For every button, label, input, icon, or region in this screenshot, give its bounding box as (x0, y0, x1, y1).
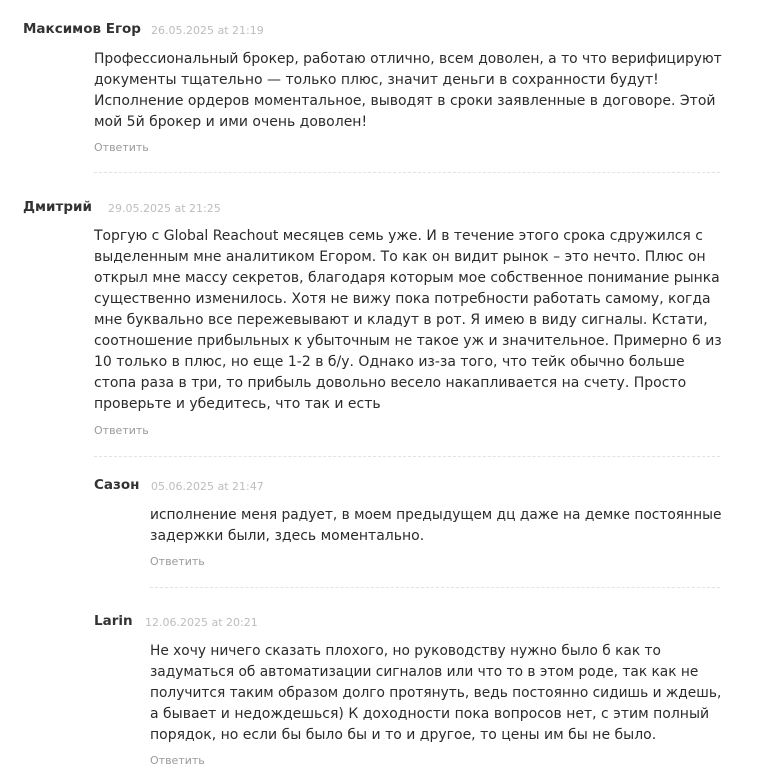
comment-text-line: а бывает и недождешься) К доходности пока вопросов нет, с этим полный (150, 706, 710, 722)
comment-text-line: мой 5й брокер и ими очень доволен! (94, 114, 368, 130)
reply-button[interactable]: Ответить (94, 141, 149, 154)
comment-text-line: порядок, но если бы было бы и то и другое, то цены им бы не было. (150, 727, 657, 743)
comment-text-line: проверьте и убедитесь, что так и есть (94, 396, 381, 412)
comment-text (150, 505, 721, 547)
comment-author[interactable]: Максимов Егор (23, 21, 141, 37)
comment-text-line: Профессиональный брокер, работаю отлично, всем доволен, а то что верифицируют (94, 51, 722, 67)
comment-author[interactable]: Дмитрий (23, 199, 92, 215)
comment-text-line: задержки были, здесь моментально. (150, 528, 425, 544)
comment-text-line: документы тщательно — только плюс, значит деньги в сохранности будут! (94, 72, 659, 88)
comment-text-line: получится таким образом долго протянуть, ведь постоянно сидишь и ждешь, (150, 685, 722, 701)
comment-divider (94, 172, 720, 173)
comment-text-line: Не хочу ничего сказать плохого, но руководству нужно было б как то (150, 643, 661, 659)
comment-text (94, 49, 722, 133)
reply-button[interactable]: Ответить (150, 754, 205, 767)
comment-text-line: соотношение прибыльных к убыточным не такое уж и значительное. Примерно 6 из (94, 333, 722, 349)
comment-text-line: выделенным мне аналитиком Егором. То как он видит рынок – это нечто. Плюс он (94, 249, 706, 265)
reply-button[interactable]: Ответить (94, 424, 149, 437)
comment-text-line: Торгую с Global Reachout месяцев семь уже. И в течение этого срока сдружился с (94, 228, 703, 244)
comment-divider (94, 456, 720, 457)
comment-text (150, 641, 721, 746)
reply-button[interactable]: Ответить (150, 555, 205, 568)
comment-date: 12.06.2025 at 20:21 (145, 616, 258, 629)
comment-date: 05.06.2025 at 21:47 (151, 480, 264, 493)
comment-text-line: открыл мне массу секретов, благодаря которым мое собственное понимание рынка (94, 270, 720, 286)
comment-author[interactable]: Larin (94, 613, 133, 629)
comment-text (94, 226, 722, 415)
comment-author[interactable]: Сазон (94, 477, 140, 493)
comment-date: 26.05.2025 at 21:19 (151, 24, 264, 37)
comment-text-line: Исполнение ордеров моментальное, выводят в сроки заявленные в договоре. Этой (94, 93, 716, 109)
comment-text-line: мне буквально все пережевывают и кладут в рот. Я имею в виду сигналы. Кстати, (94, 312, 708, 328)
comment-text-line: 10 только в плюс, но еще 1-2 в б/у. Однако из-за того, что тейк обычно больше (94, 354, 685, 370)
comment-text-line: существенно изменилось. Хотя не вижу пока потребности работать самому, когда (94, 291, 711, 307)
comment-date: 29.05.2025 at 21:25 (108, 202, 221, 215)
comment-text-line: исполнение меня радует, в моем предыдущем дц даже на демке постоянные (150, 507, 722, 523)
comment-text-line: стопа раза в три, то прибыль довольно весело накапливается на счету. Просто (94, 375, 687, 391)
comment-text-line: задуматься об автоматизации сигналов или что то в этом роде, так как не (150, 664, 699, 680)
comment-divider (150, 587, 720, 588)
